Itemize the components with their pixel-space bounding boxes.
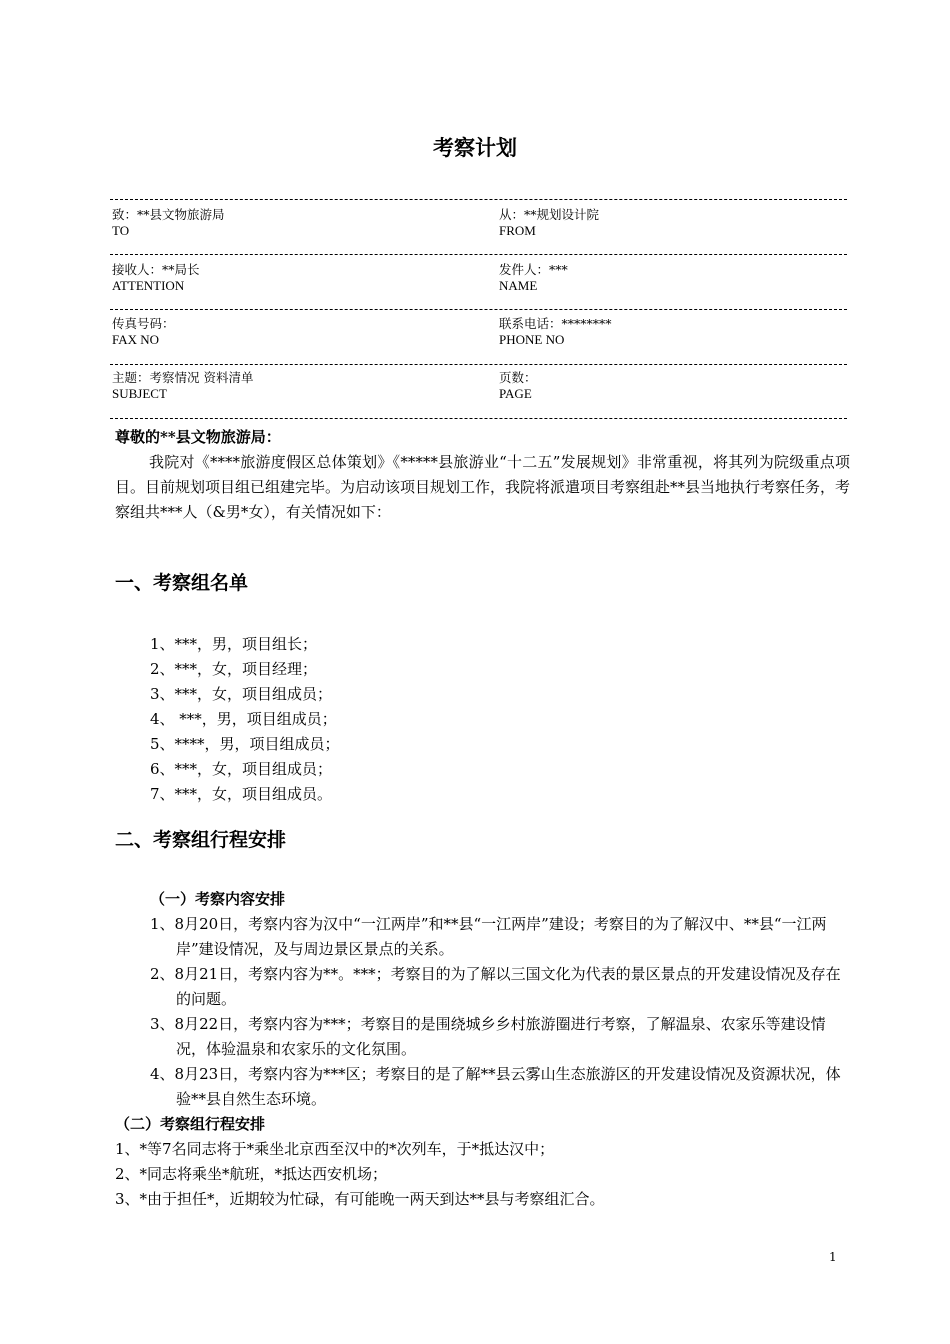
header-from (499, 207, 599, 239)
subsection1-heading: （一）考察内容安排 (150, 890, 286, 908)
list-item: 6、***，女，项目组成员； (150, 760, 333, 778)
header-divider (110, 199, 847, 200)
list-item: 1、8月20日，考察内容为汉中“一江两岸”和**县“一江两岸”建设；考察目的为了解汉中、**县“一江两岸”建设情况，及与周边景区景点的关系。 (150, 915, 827, 958)
header-attention-cn: 接收人：**局长 (112, 262, 200, 277)
header-name-en: NAME (499, 278, 538, 293)
list-item: 4、 ***，男，项目组成员； (150, 710, 337, 728)
header-subject-cn: 主题：考察情况 资料清单 (112, 370, 254, 385)
schedule-list (115, 1137, 845, 1212)
header-phone (499, 316, 612, 348)
list-item: 1、***，男，项目组长； (150, 635, 318, 653)
header-to (112, 207, 225, 239)
header-phone-cn: 联系电话：******** (499, 316, 612, 331)
header-page-cn: 页数： (499, 370, 537, 385)
subsection2-heading: （二）考察组行程安排 (115, 1115, 266, 1133)
header-subject (112, 370, 253, 402)
header-from-en: FROM (499, 223, 536, 238)
header-from-cn: 从：**规划设计院 (499, 207, 600, 222)
itinerary-list (150, 912, 845, 1112)
header-divider (110, 364, 847, 365)
header-attention-en: ATTENTION (112, 278, 185, 293)
list-item: 2、***，女，项目经理； (150, 660, 318, 678)
list-item: 4、8月23日，考察内容为***区；考察目的是了解**县云雾山生态旅游区的开发建设情况及资源状况，体验**县自然生态环境。 (150, 1065, 841, 1108)
header-subject-en: SUBJECT (112, 386, 167, 401)
header-to-en: TO (112, 223, 130, 238)
header-name (499, 262, 568, 294)
header-page (499, 370, 537, 402)
header-divider (110, 418, 847, 419)
list-item: 2、*同志将乘坐*航班，*抵达西安机场； (115, 1165, 388, 1183)
list-item: 3、*由于担任*，近期较为忙碌，有可能晚一两天到达**县与考察组汇合。 (115, 1190, 605, 1208)
header-fax-en: FAX NO (112, 332, 160, 347)
document-title: 考察计划 (433, 136, 517, 160)
greeting: 尊敬的**县文物旅游局： (115, 428, 281, 446)
header-divider (110, 254, 847, 255)
list-item: 1、*等7名同志将于*乘坐北京西至汉中的*次列车，于*抵达汉中； (115, 1140, 555, 1158)
list-item: 3、8月22日，考察内容为***；考察目的是围绕城乡乡村旅游圈进行考察，了解温泉、农家乐等建设情况，体验温泉和农家乐的文化氛围。 (150, 1015, 826, 1058)
header-fax-cn: 传真号码： (112, 316, 175, 331)
member-list (150, 632, 340, 807)
header-page-en: PAGE (499, 386, 532, 401)
header-fax (112, 316, 175, 348)
intro-paragraph: 我院对《****旅游度假区总体策划》《*****县旅游业“十二五”发展规划》非常重视，将其列为院级重点项目。目前规划项目组已组建完毕。为启动该项目规划工作，我院将派遣项目考察组赴**县当地执行考察任务，考察组共***人（&男*女），有关情况如下： (115, 453, 851, 521)
header-to-cn: 致：**县文物旅游局 (112, 207, 225, 222)
header-name-cn: 发件人：*** (499, 262, 568, 277)
list-item: 7、***，女，项目组成员。 (150, 785, 333, 803)
list-item: 5、****，男，项目组成员； (150, 735, 340, 753)
list-item: 3、***，女，项目组成员； (150, 685, 333, 703)
header-divider (110, 309, 847, 310)
page-number: 1 (829, 1250, 837, 1264)
section2-heading: 二、考察组行程安排 (115, 829, 287, 851)
header-phone-en: PHONE NO (499, 332, 565, 347)
section1-heading: 一、考察组名单 (115, 572, 249, 594)
header-attention (112, 262, 200, 294)
list-item: 2、8月21日，考察内容为**。***；考察目的为了解以三国文化为代表的景区景点的开发建设情况及存在的问题。 (150, 965, 841, 1008)
